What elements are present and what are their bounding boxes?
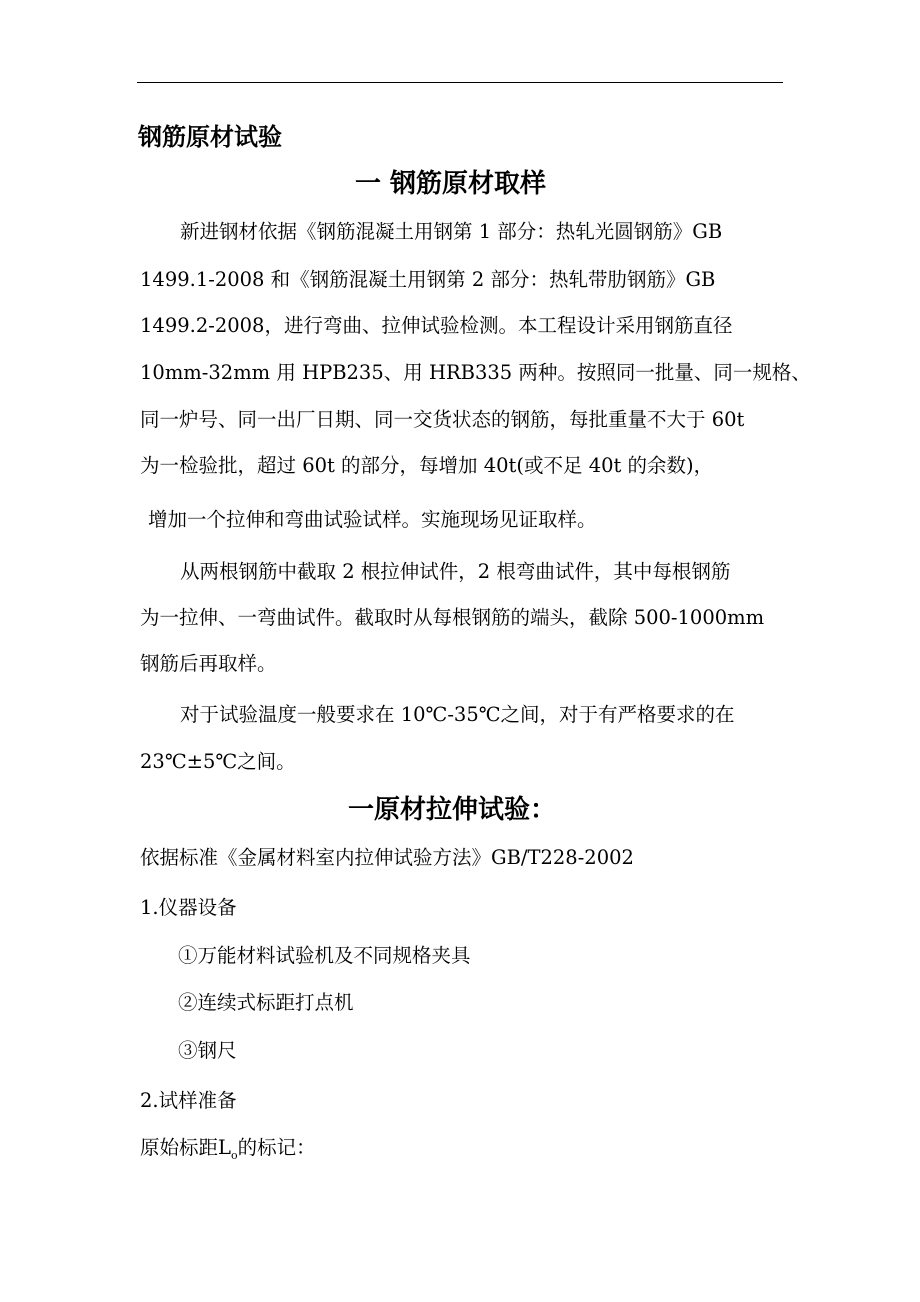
paragraph-line: 增加一个拉伸和弯曲试验试样。实施现场见证取样。 xyxy=(148,508,597,531)
header-rule xyxy=(137,82,783,83)
paragraph-line: 从两根钢筋中截取 2 根拉伸试件，2 根弯曲试件，其中每根钢筋 xyxy=(180,560,731,583)
paragraph-line: 为一拉伸、一弯曲试件。截取时从每根钢筋的端头，截除 500-1000mm xyxy=(140,606,765,629)
paragraph-line: 23℃±5℃之间。 xyxy=(140,750,296,773)
list-heading: 2.试样准备 xyxy=(140,1089,237,1112)
paragraph-line: 10mm-32mm 用 HPB235、用 HRB335 两种。按照同一批量、同一规格、 xyxy=(140,361,811,384)
list-heading: 1.仪器设备 xyxy=(140,896,237,919)
list-item: ②连续式标距打点机 xyxy=(178,991,354,1014)
standard-line: 依据标准《金属材料室内拉伸试验方法》GB/T228-2002 xyxy=(140,846,634,869)
paragraph-line: 对于试验温度一般要求在 10℃-35℃之间，对于有严格要求的在 xyxy=(180,703,735,726)
paragraph-line: 1499.1-2008 和《钢筋混凝土用钢第 2 部分：热轧带肋钢筋》GB xyxy=(140,268,716,291)
document-title: 钢筋原材试验 xyxy=(138,123,282,151)
list-item: ①万能材料试验机及不同规格夹具 xyxy=(178,944,471,967)
section-heading: 一原材拉伸试验： xyxy=(348,795,557,825)
section-heading: 一 钢筋原材取样 xyxy=(355,169,547,199)
paragraph-line: 为一检验批，超过 60t 的部分，每增加 40t(或不足 40t 的余数)， xyxy=(140,454,714,477)
paragraph-line: 钢筋后再取样。 xyxy=(140,652,277,675)
mark-line xyxy=(140,1136,316,1168)
paragraph-line: 同一炉号、同一出厂日期、同一交货状态的钢筋，每批重量不大于 60t xyxy=(140,408,745,431)
mark-suffix: 的标记： xyxy=(237,1136,316,1159)
mark-subscript: o xyxy=(230,1148,238,1162)
paragraph-line: 1499.2-2008，进行弯曲、拉伸试验检测。本工程设计采用钢筋直径 xyxy=(140,314,733,337)
list-item: ③钢尺 xyxy=(178,1039,237,1062)
mark-prefix: 原始标距L xyxy=(140,1136,231,1159)
paragraph-line: 新进钢材依据《钢筋混凝土用钢第 1 部分：热轧光圆钢筋》GB xyxy=(180,220,723,243)
